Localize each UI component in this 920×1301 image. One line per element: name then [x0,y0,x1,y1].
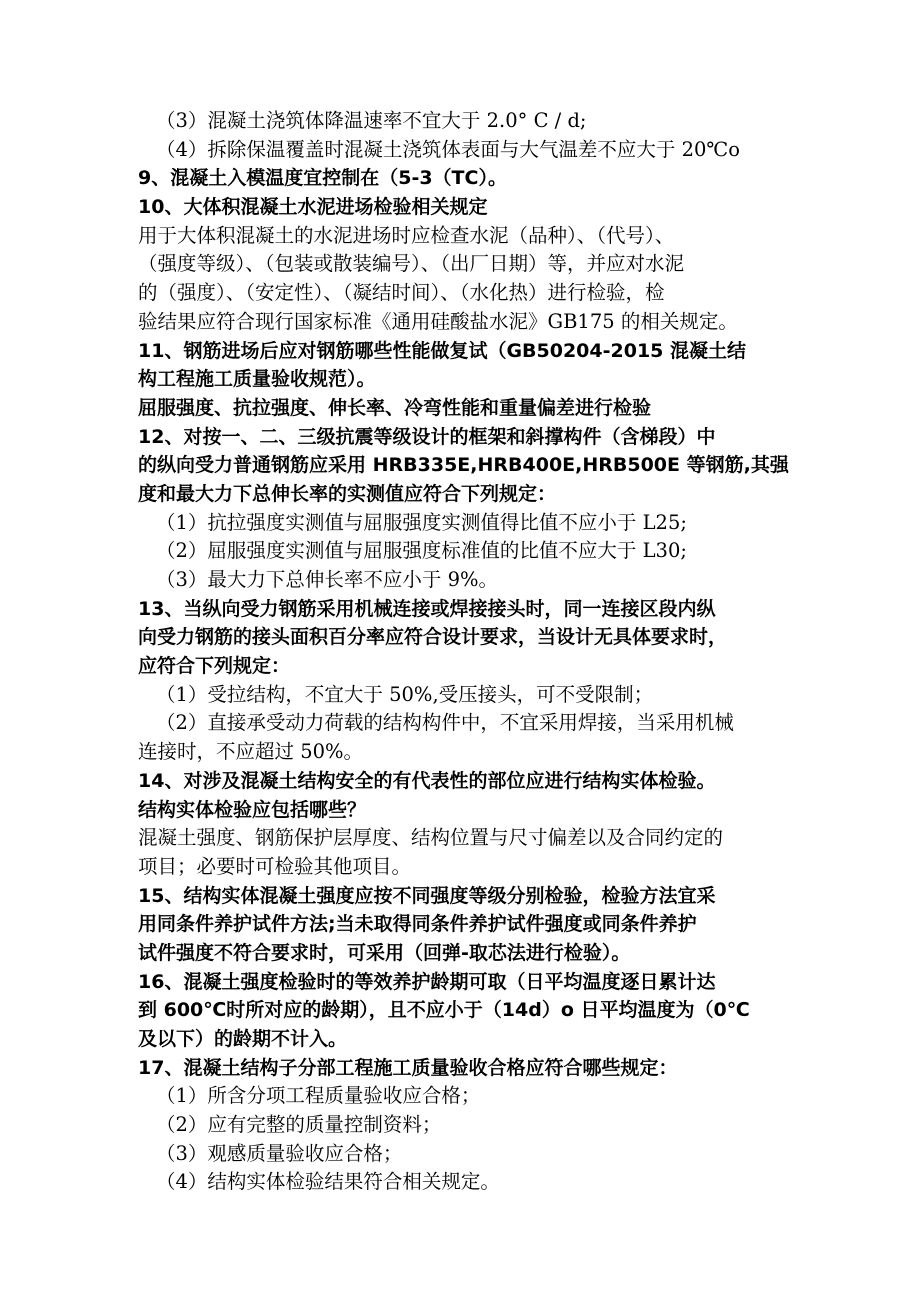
document-body [138,107,788,1197]
heading-line: 12、对按一、二、三级抗震等级设计的框架和斜撑构件（含梯段）中 [138,425,716,448]
text-line: （3）观感质量验收应合格； [156,1141,403,1165]
heading-line: 应符合下列规定： [138,655,291,678]
heading-line: 构工程施工质量验收规范）。 [138,368,376,391]
heading-line: 向受力钢筋的接头面积百分率应符合设计要求，当设计无具体要求时， [138,626,728,649]
heading-line: 11、钢筋进场后应对钢筋哪些性能做复试（GB50204-2015 混凝土结 [138,339,747,362]
text-line: （4）拆除保温覆盖时混凝土浇筑体表面与大气温差不应大于 20℃o [156,137,740,161]
text-line: （4）结构实体检验结果符合相关规定。 [156,1170,500,1194]
text-line: （2）应有完整的质量控制资料； [156,1113,442,1137]
heading-line: 用同条件养护试件方法;当未取得同条件养护试件强度或同条件养护 [138,913,697,936]
text-line: 混凝土强度、钢筋保护层厚度、结构位置与尺寸偏差以及合同约定的 [138,826,724,850]
text-line: （3）最大力下总伸长率不应小于 9%。 [156,568,499,591]
heading-line: 度和最大力下总伸长率的实测值应符合下列规定： [138,482,557,505]
heading-line: 16、混凝土强度检验时的等效养护龄期可取（日平均温度逐日累计达 [138,970,716,993]
text-line: （2）直接承受动力荷载的结构构件中，不宜采用焊接，当采用机械 [156,711,734,735]
text-line: （强度等级）、（包装或散装编号）、（出厂日期）等，并应对水泥 [138,252,685,276]
heading-line: 结构实体检验应包括哪些？ [138,798,367,821]
text-line: （1）所含分项工程质量验收应合格； [156,1084,481,1108]
text-line: （1）受拉结构，不宜大于 50%,受压接头，可不受限制； [156,682,654,706]
heading-line: 屈服强度、抗拉强度、伸长率、冷弯性能和重量偏差进行检验 [138,396,652,419]
text-line: 验结果应符合现行国家标准《通用硅酸盐水泥》GB175 的相关规定。 [138,309,738,333]
text-line: （3）混凝土浇筑体降温速率不宜大于 2.0° C / d; [156,109,587,132]
text-line: （1）抗拉强度实测值与屈服强度实测值得比值不应小于 L25; [156,510,687,534]
text-line: 的（强度）、（安定性）、（凝结时间）、（水化热）进行检验，检 [138,281,665,305]
text-line: 项目；必要时可检验其他项目。 [138,854,412,878]
heading-line: 9、混凝土入模温度宜控制在（5-3（TC）。 [138,167,507,190]
heading-line: 到 600℃时所对应的龄期），且不应小于（14d）o 日平均温度为（0℃ [138,999,750,1022]
heading-line: 15、结构实体混凝土强度应按不同强度等级分别检验，检验方法宜采 [138,884,716,907]
heading-line: 及以下）的龄期不计入。 [138,1028,348,1050]
heading-line: 的纵向受力普通钢筋应采用 HRB335E,HRB400E,HRB500E 等钢筋,其强 [138,454,789,477]
text-line: 用于大体积混凝土的水泥进场时应检查水泥（品种）、（代号）、 [138,223,675,247]
text-line: 连接时，不应超过 50%。 [138,740,364,764]
heading-line: 试件强度不符合要求时，可采用（回弹-取芯法进行检验）。 [138,941,631,964]
heading-line: 14、对涉及混凝土结构安全的有代表性的部位应进行结构实体检验。 [138,769,716,792]
heading-line: 13、当纵向受力钢筋采用机械连接或焊接接头时，同一连接区段内纵 [138,597,716,620]
text-line: （2）屈服强度实测值与屈服强度标准值的比值不应大于 L30; [156,539,687,563]
heading-line: 17、混凝土结构子分部工程施工质量验收合格应符合哪些规定： [138,1056,678,1079]
heading-line: 10、大体积混凝土水泥进场检验相关规定 [138,196,488,219]
